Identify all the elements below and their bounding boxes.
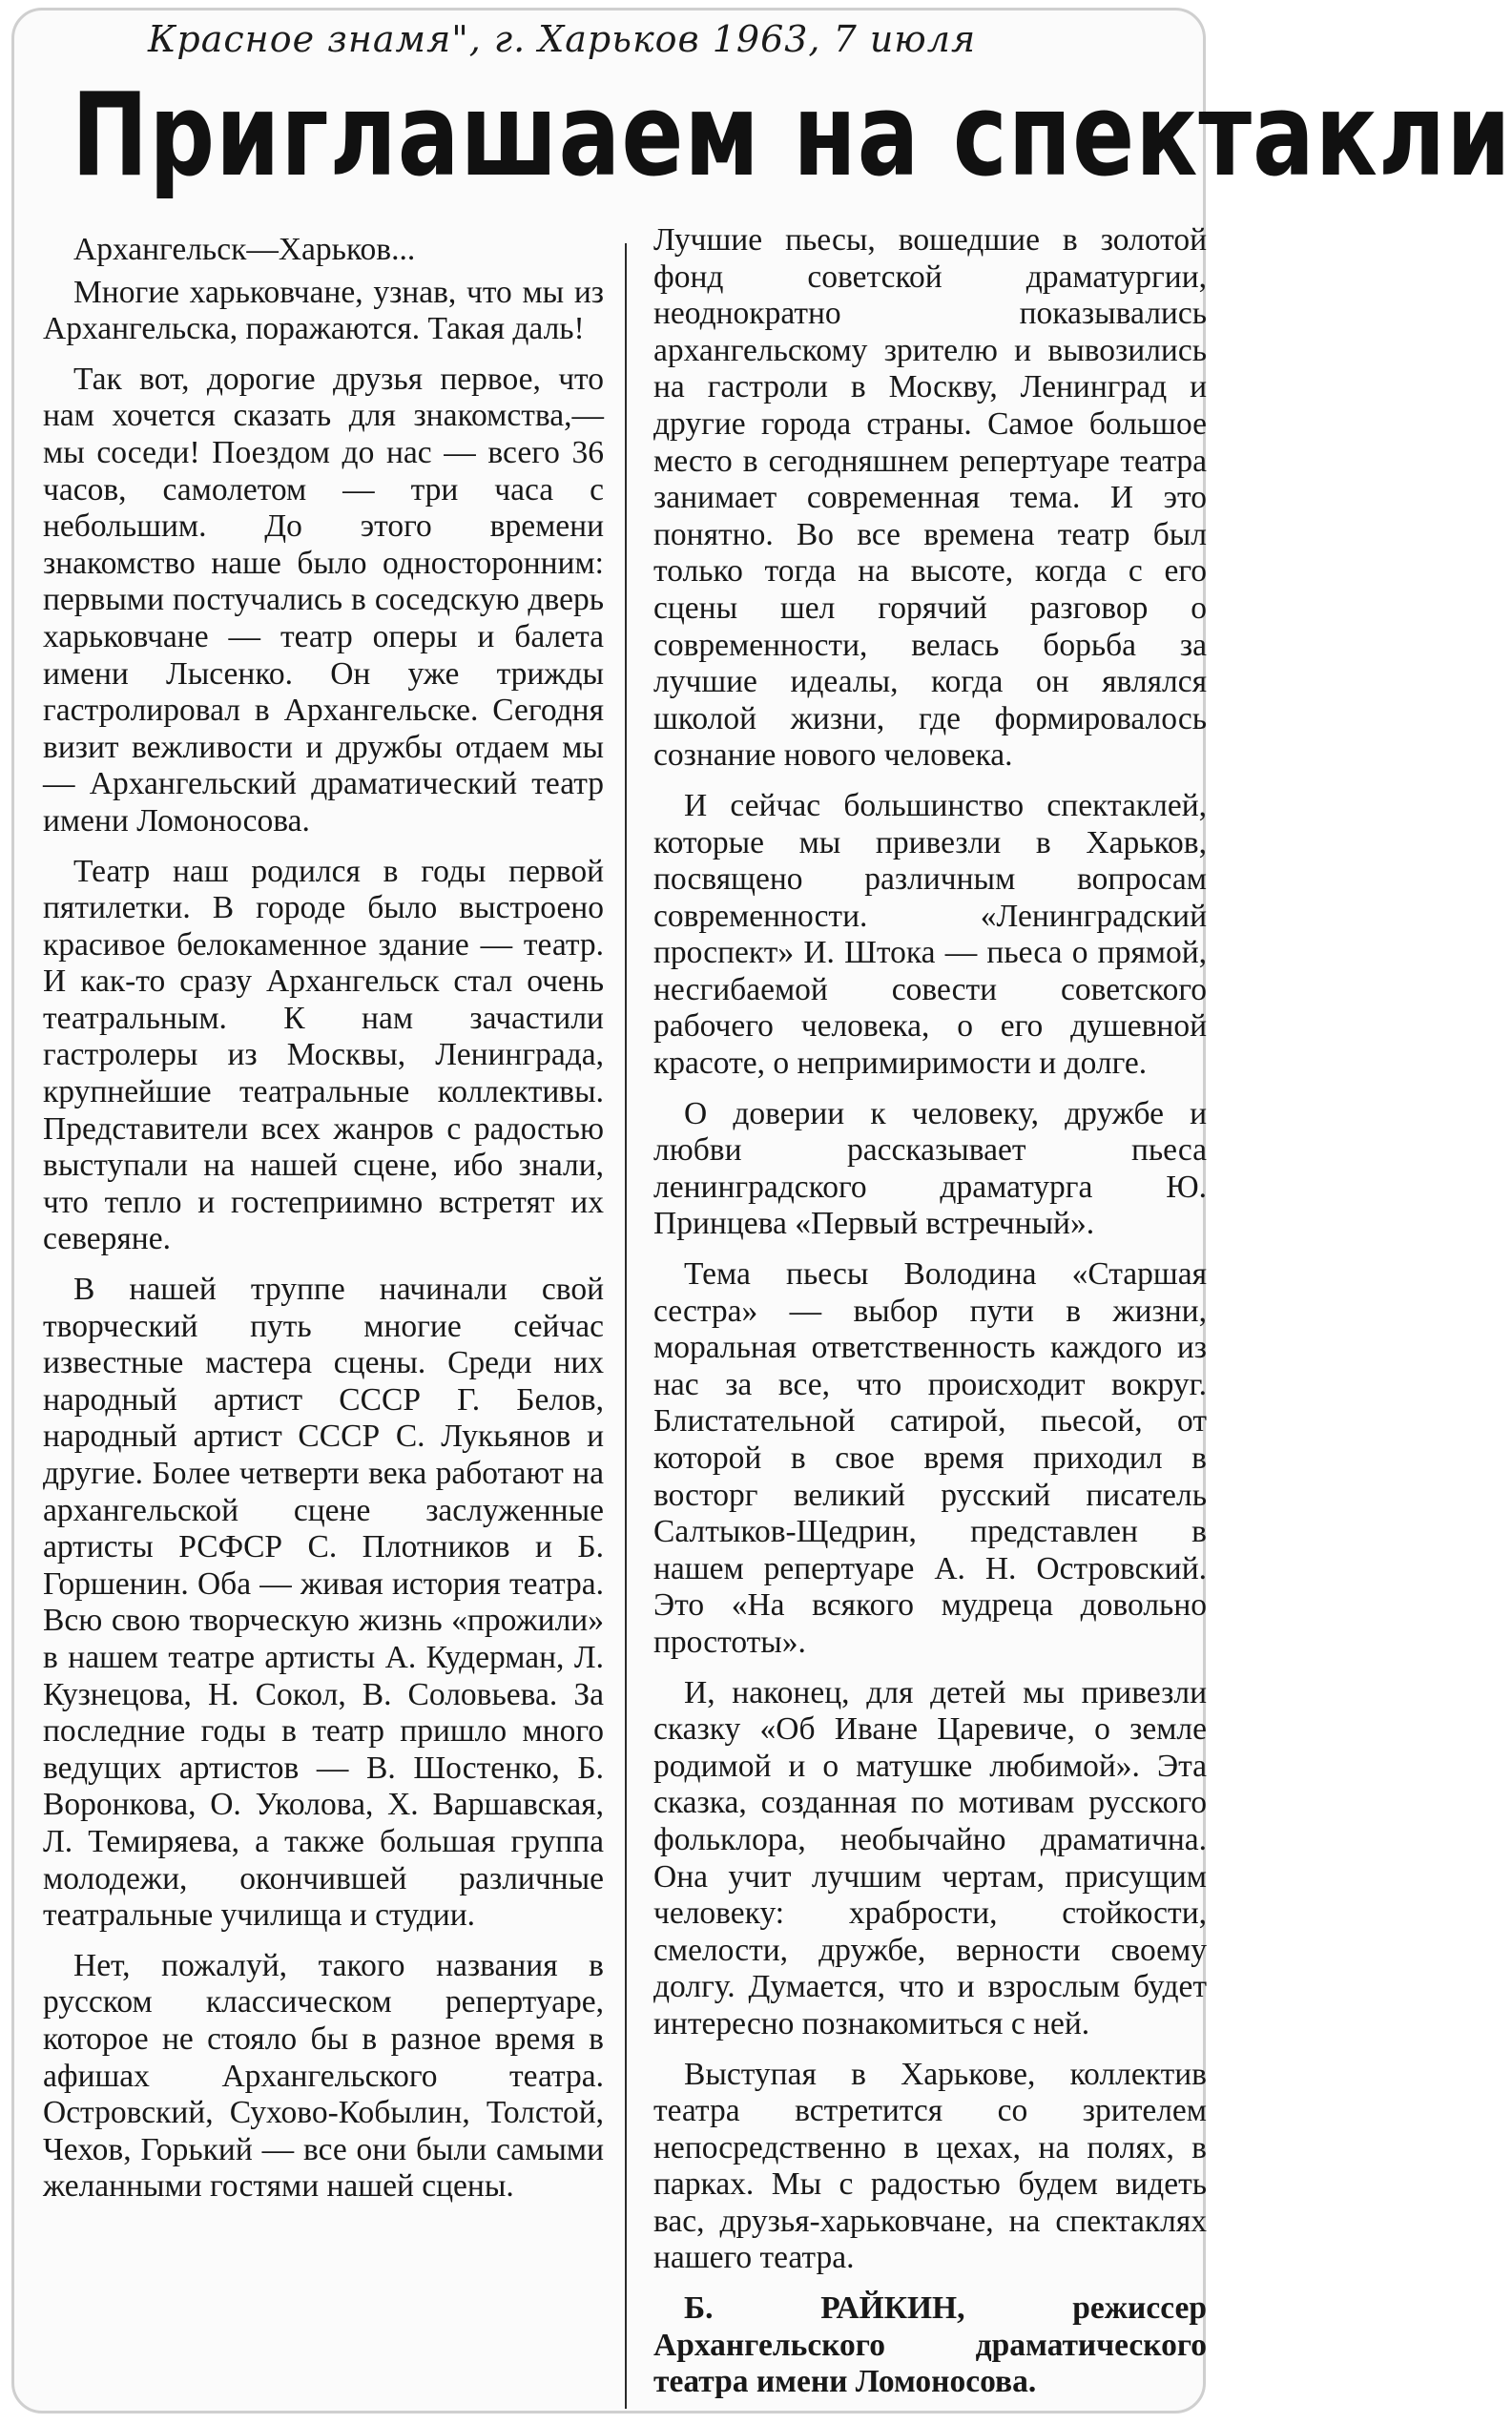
column-divider [625, 243, 627, 2409]
author-signature: Б. РАЙКИН, режиссер Архангельского драматического театра имени Ломоносова. [653, 2290, 1207, 2400]
article-paragraph: И сейчас большинство спектаклей, которые мы привезли в Харьков, посвящено различным вопросам современности. «Ленинградский проспект» И. Штока — пьеса о прямой, несгибаемой совести советского рабочего человека, о его душевной красоте, о непримиримости и долге. [653, 787, 1207, 1082]
right-column [653, 222, 1207, 2414]
left-column [43, 232, 604, 2219]
article-paragraph: Нет, пожалуй, такого названия в русском классическом репертуаре, которое не стояло бы в разное время в афишах Архангельского театра. Островский, Сухово-Кобылин, Толстой, Чехов, Горький — все они были самыми желанными гостями нашей сцены. [43, 1947, 604, 2205]
article-paragraph: Лучшие пьесы, вошедшие в золотой фонд советской драматургии, неоднократно показывались архангельскому зрителю и вывозились на гастроли в Москву, Ленинград и другие города страны. Самое большое место в сегодняшнем репертуаре театра занимает современная тема. И это понятно. Во все времена театр был только тогда на высоте, когда с его сцены шел горячий разговор о современности, велась борьба за лучшие идеалы, когда он являлся школой жизни, где формировалось сознание нового человека. [653, 222, 1207, 774]
article-paragraph: Выступая в Харькове, коллектив театра встретится со зрителем непосредственно в цехах, на полях, в парках. Мы с радостью будем видеть вас, друзья-харьковчане, на спектаклях нашего театра. [653, 2056, 1207, 2276]
paper-sheet [11, 8, 1512, 2414]
article-paragraph: Многие харьковчане, узнав, что мы из Архангельска, поражаются. Такая даль! [43, 274, 604, 347]
article-paragraph: О доверии к человеку, дружбе и любви рассказывает пьеса ленинградского драматурга Ю. Принцева «Первый встречный». [653, 1095, 1207, 1242]
handwritten-source-note: Красное знамя", г. Харьков 1963, 7 июля [148, 18, 977, 60]
article-paragraph: Так вот, дорогие друзья первое, что нам хочется сказать для знакомства,— мы соседи! Поездом до нас — всего 36 часов, самолетом — три часа с небольшим. До этого времени знакомство наше было односторонним: первыми постучались в соседскую дверь харьковчане — театр оперы и балета имени Лысенко. Он уже трижды гастролировал в Архангельске. Сегодня визит вежливости и дружбы отдаем мы — Архангельский драматический театр имени Ломоносова. [43, 361, 604, 839]
article-paragraph: В нашей труппе начинали свой творческий путь многие сейчас известные мастера сцены. Среди них народный артист СССР Г. Белов, народный артист СССР С. Лукьянов и другие. Более четверти века работают на архангельской сцене заслуженные артисты РСФСР С. Плотников и Б. Горшенин. Оба — живая история театра. Всю свою творческую жизнь «прожили» в нашем театре артисты А. Кудерман, Л. Кузнецова, Н. Сокол, В. Соловьева. За последние годы в театр пришло много ведущих артистов — В. Шостенко, Б. Воронкова, О. Уколова, Х. Варшавская, Л. Темиряева, а также большая группа молодежи, окончившей различные театральные училища и студии. [43, 1272, 604, 1934]
article-paragraph: И, наконец, для детей мы привезли сказку «Об Иване Царевиче, о земле родимой и о матушке любимой». Эта сказка, созданная по мотивам русского фольклора, необычайно драматична. Она учит лучшим чертам, присущим человеку: храбрости, стойкости, смелости, дружбе, верности своему долгу. Думается, что и взрослым будет интересно познакомиться с ней. [653, 1674, 1207, 2041]
headline: Приглашаем на спектакли [72, 68, 1512, 202]
article-paragraph: Тема пьесы Володина «Старшая сестра» — выбор пути в жизни, моральная ответственность каждого из нас за все, что происходит вокруг. Блистательной сатирой, пьесой, от которой в свое время приходил в восторг великий русский писатель Салтыков-Щедрин, представлен в нашем репертуаре А. Н. Островский. Это «На всякого мудреца довольно простоты». [653, 1256, 1207, 1660]
dateline-paragraph: Архангельск—Харьков... [73, 232, 416, 267]
article-paragraph: Театр наш родился в годы первой пятилетки. В городе было выстроено красивое белокаменное здание — театр. И как-то сразу Архангельск стал очень театральным. К нам зачастили гастролеры из Москвы, Ленинграда, крупнейшие театральные коллективы. Представители всех жанров с радостью выступали на нашей сцене, ибо знали, что тепло и гостеприимно встретят их северяне. [43, 853, 604, 1257]
